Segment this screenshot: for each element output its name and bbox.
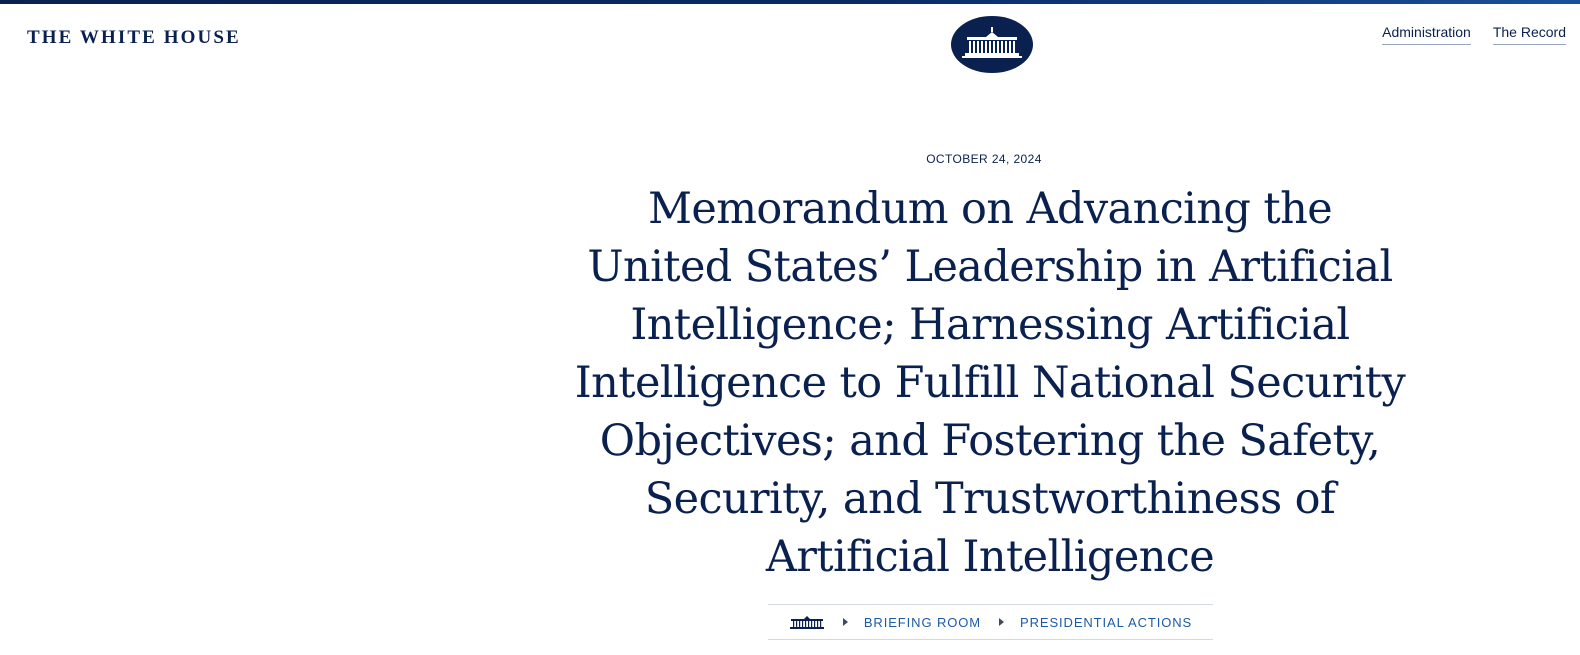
white-house-seal-icon-graphic: [950, 15, 1034, 74]
site-title-link[interactable]: THE WHITE HOUSE: [27, 27, 241, 48]
article-title-line: United States’ Leadership in Artificial: [587, 242, 1393, 292]
white-house-building-icon[interactable]: [789, 613, 825, 631]
article-title: [560, 180, 1420, 586]
top-accent-bar: [0, 0, 1580, 4]
article-title-line: Intelligence; Harnessing Artificial: [630, 300, 1350, 350]
caret-right-icon: [999, 618, 1004, 626]
article-title-line: Security, and Trustworthiness of: [644, 474, 1336, 524]
article-title-line: Objectives; and Fostering the Safety,: [599, 416, 1381, 466]
article-title-line: Artificial Intelligence: [765, 532, 1215, 582]
white-house-seal-icon[interactable]: [950, 15, 1034, 74]
white-house-building-icon-graphic: [789, 614, 825, 630]
article-title-line: Memorandum on Advancing the: [647, 184, 1333, 234]
article-date: OCTOBER 24, 2024: [926, 152, 1042, 166]
breadcrumb: [768, 604, 1213, 640]
breadcrumb-presidential-actions-link[interactable]: PRESIDENTIAL ACTIONS: [1020, 614, 1193, 630]
main-nav: [1382, 24, 1566, 45]
nav-the-record-link[interactable]: The Record: [1493, 24, 1566, 45]
caret-right-icon: [843, 618, 848, 626]
article-title-line: Intelligence to Fulfill National Security: [574, 358, 1406, 408]
nav-administration-link[interactable]: Administration: [1382, 24, 1471, 45]
breadcrumb-briefing-room-link[interactable]: BRIEFING ROOM: [863, 614, 982, 630]
